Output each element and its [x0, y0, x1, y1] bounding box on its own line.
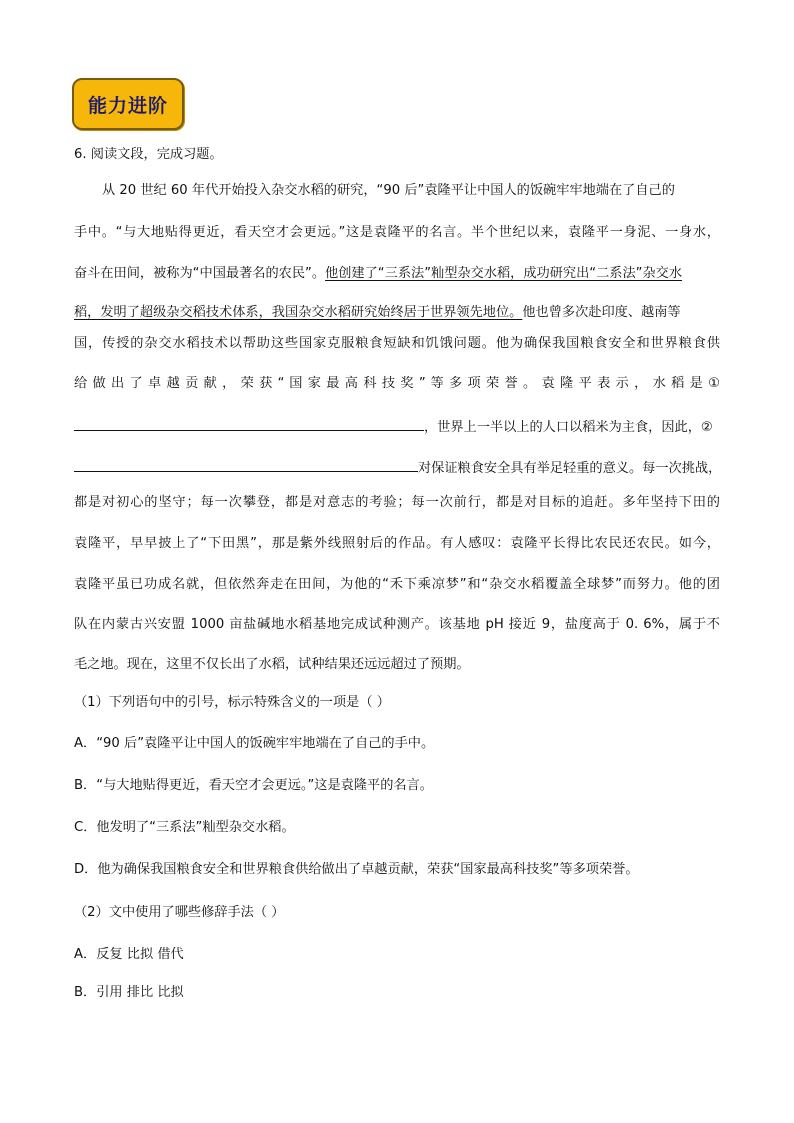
passage-line: 毛之地。现在，这里不仅长出了水稻，试种结果还远远超过了预期。 — [74, 657, 470, 672]
passage-text: 对保证粮食安全具有举足轻重的意义。每一次挑战， — [418, 461, 722, 476]
passage-line: 队在内蒙古兴安盟 1000 亩盐碱地水稻基地完成试种测产。该基地 pH 接近 9，盐度高于 0. 6%，属于不 — [74, 617, 720, 632]
passage-line: 袁隆平虽已功成名就，但依然奔走在田间，为他的“禾下乘凉梦”和“杂交水稻覆盖全球梦”而努力。他的团 — [74, 577, 720, 592]
passage-line — [74, 457, 721, 478]
section-badge — [72, 78, 184, 130]
question-2-option-b[interactable]: B．引用 排比 比拟 — [74, 985, 184, 1000]
passage-line: 袁隆平，早早披上了“下田黑”，那是紫外线照射后的作品。有人感叹：袁隆平长得比农民还农民。如今， — [74, 536, 720, 551]
question-2-option-a[interactable]: A．反复 比拟 借代 — [74, 947, 184, 962]
passage-line — [74, 416, 713, 437]
question-1-stem: （1）下列语句中的引号，标示特殊含义的一项是（ ） — [74, 695, 390, 710]
question-1-option-c[interactable]: C．他发明了“三系法”籼型杂交水稻。 — [74, 820, 295, 835]
underlined-sentence: 他创建了“三系法”籼型杂交水稻，成功研究出“二系法”杂交水 — [325, 266, 683, 281]
answer-blank-1[interactable] — [74, 416, 424, 431]
passage-line: 给 做 出 了 卓 越 贡 献 ， 荣 获 “ 国 家 最 高 科 技 奖 ” 等 多 项 荣 誉 。 袁 隆 平 表 示 ， 水 稻 是 ① — [74, 376, 720, 391]
passage-line: 从 20 世纪 60 年代开始投入杂交水稻的研究，“90 后”袁隆平让中国人的饭碗牢牢地端在了自己的 — [102, 183, 675, 198]
underlined-sentence: 稻，发明了超级杂交稻技术体系，我国杂交水稻研究始终居于世界领先地位。 — [74, 305, 523, 320]
answer-blank-2[interactable] — [74, 457, 418, 472]
passage-line: 都是对初心的坚守；每一次攀登，都是对意志的考验；每一次前行，都是对目标的追赶。多年坚持下田的 — [74, 495, 720, 510]
passage-text: 奋斗在田间，被称为“中国最著名的农民”。 — [74, 266, 326, 281]
passage-line: 国，传授的杂交水稻技术以帮助这些国家克服粮食短缺和饥饿问题。他为确保我国粮食安全和世界粮食供 — [74, 336, 720, 351]
question-2-stem: （2）文中使用了哪些修辞手法（ ） — [74, 905, 285, 920]
question-1-option-a[interactable]: A．“90 后”袁隆平让中国人的饭碗牢牢地端在了自己的手中。 — [74, 736, 435, 751]
question-title: 6. 阅读文段，完成习题。 — [74, 147, 223, 162]
question-1-option-d[interactable]: D．他为确保我国粮食安全和世界粮食供给做出了卓越贡献，荣获“国家最高科技奖”等多项荣誉。 — [74, 862, 639, 877]
passage-line — [74, 304, 681, 322]
question-1-option-b[interactable]: B．“与大地贴得更近，看天空才会更远。”这是袁隆平的名言。 — [74, 778, 433, 793]
passage-text: ，世界上一半以上的人口以稻米为主食，因此，② — [424, 420, 713, 435]
passage-text: 他也曾多次赴印度、越南等 — [522, 305, 681, 320]
passage-line — [74, 265, 682, 283]
passage-line: 手中。“与大地贴得更近，看天空才会更远。”这是袁隆平的名言。半个世纪以来，袁隆平一身泥、一身水， — [74, 225, 720, 240]
section-badge-label: 能力进阶 — [87, 94, 168, 117]
